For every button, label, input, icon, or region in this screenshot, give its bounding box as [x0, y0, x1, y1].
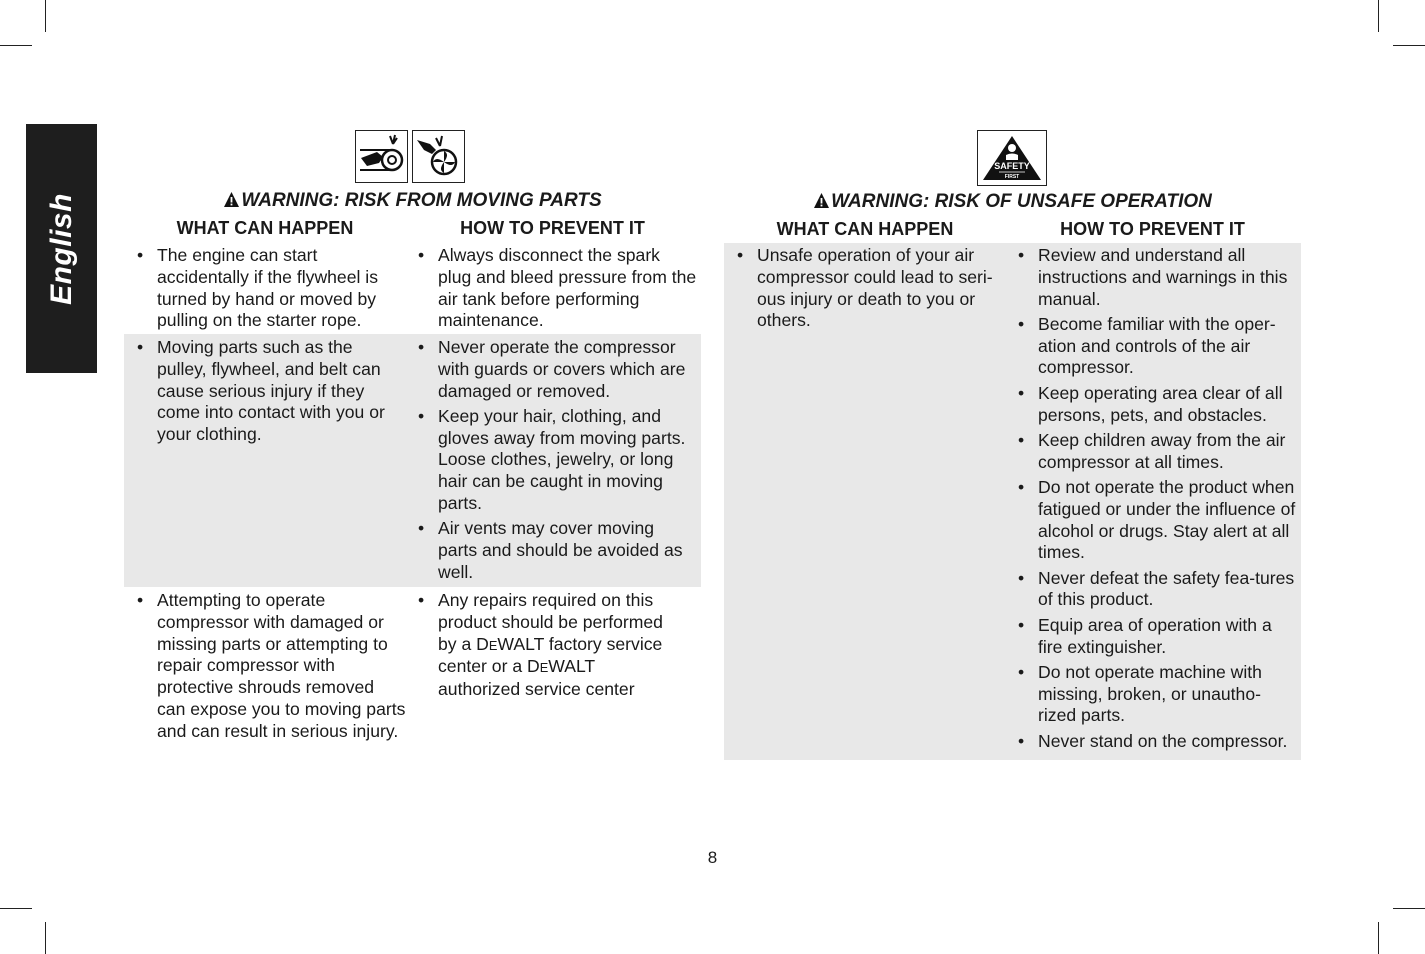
- list-item: • Keep operating area clear of all persons, pets, and obstacles.: [1017, 383, 1297, 427]
- list-item: • Moving parts such as the pulley, flywheel, and belt can cause serious injury if they come into contact with you or your clothing.: [136, 337, 406, 446]
- how-list: [417, 590, 667, 704]
- list-item: [417, 590, 667, 701]
- list-item: • Do not operate machine with missing, broken, or unautho-rized parts.: [1017, 662, 1297, 727]
- list-item: • The engine can start accidentally if the flywheel is turned by hand or moved by pulling on the starter rope.: [136, 245, 406, 332]
- unsafe-operation-warning-section: [724, 128, 1301, 768]
- list-item: • Never operate the compressor with guards or covers which are damaged or removed.: [417, 337, 697, 402]
- warning-title-text: WARNING: RISK OF UNSAFE OPERATION: [831, 191, 1212, 212]
- table-row: [124, 587, 701, 767]
- list-item: • Attempting to operate compressor with damaged or missing parts or attempting to repair compressor with protective shrouds removed can expose you to moving parts and can result in serious injury.: [136, 590, 406, 743]
- list-item: • Never defeat the safety fea-tures of this product.: [1017, 568, 1297, 612]
- table-row: [724, 243, 1301, 760]
- table-row: [124, 334, 701, 587]
- list-item: • Air vents may cover moving parts and should be avoided as well.: [417, 518, 697, 583]
- crop-mark: [45, 922, 46, 954]
- crop-mark: [1393, 908, 1425, 909]
- crop-mark: [45, 0, 46, 32]
- warning-triangle-icon: [223, 191, 240, 214]
- crop-mark: [1378, 922, 1379, 954]
- list-item: • Become familiar with the oper-ation and controls of the air compressor.: [1017, 314, 1297, 379]
- text-run: Any repairs required on this product should be performed by a D: [438, 590, 663, 654]
- how-list: [1017, 245, 1297, 756]
- warning-title: [124, 190, 701, 214]
- page-number: 8: [707, 848, 718, 867]
- moving-parts-warning-section: [124, 128, 701, 768]
- language-tab-label: English: [44, 192, 78, 305]
- list-item: • Never stand on the compressor.: [1017, 731, 1297, 753]
- safety-icon-text: SAFETY: [994, 161, 1030, 171]
- crop-mark: [0, 908, 32, 909]
- safety-first-icon: [977, 130, 1047, 186]
- col-header-how-to-prevent: HOW TO PREVENT IT: [1060, 219, 1245, 239]
- what-list: [136, 590, 406, 746]
- text-run: WALT authorized service center: [438, 656, 635, 700]
- crop-mark: [1378, 0, 1379, 32]
- how-list: [417, 245, 697, 336]
- warning-title-text: WARNING: RISK FROM MOVING PARTS: [241, 190, 602, 211]
- what-list: [136, 337, 406, 449]
- belt-hand-hazard-icon: [355, 130, 408, 183]
- warning-title: [724, 191, 1301, 215]
- list-item: • Unsafe operation of your air compressor could lead to seri-ous injury or death to you or others.: [736, 245, 1004, 332]
- list-item: • Review and understand all instructions and warnings in this manual.: [1017, 245, 1297, 310]
- hazard-icons: [355, 130, 465, 183]
- table-row: [124, 242, 701, 334]
- list-item: • Equip area of operation with a fire extinguisher.: [1017, 615, 1297, 659]
- list-item: • Keep children away from the air compressor at all times.: [1017, 430, 1297, 474]
- fan-hand-hazard-icon: [412, 130, 465, 183]
- text-run: E: [488, 637, 498, 653]
- how-list: [417, 337, 697, 587]
- list-item: • Keep your hair, clothing, and gloves away from moving parts. Loose clothes, jewelry, or long hair can be caught in moving parts.: [417, 406, 697, 515]
- col-header-how-to-prevent: HOW TO PREVENT IT: [460, 218, 645, 238]
- first-icon-text: FIRST: [1004, 174, 1020, 180]
- list-item: • Always disconnect the spark plug and bleed pressure from the air tank before performing maintenance.: [417, 245, 697, 332]
- what-list: [136, 245, 406, 336]
- list-item: • Do not operate the product when fatigued or under the influence of alcohol or drugs. Stay alert at all times.: [1017, 477, 1297, 564]
- warning-triangle-icon: [813, 192, 830, 215]
- language-tab: [26, 124, 97, 373]
- col-header-what-can-happen: WHAT CAN HAPPEN: [176, 218, 354, 238]
- text-run: WALT factory service center or a D: [438, 633, 663, 677]
- what-list: [736, 245, 1004, 336]
- crop-mark: [0, 45, 32, 46]
- crop-mark: [1393, 45, 1425, 46]
- text-run: E: [539, 660, 549, 676]
- hazard-icons: [977, 130, 1047, 186]
- col-header-what-can-happen: WHAT CAN HAPPEN: [776, 219, 954, 239]
